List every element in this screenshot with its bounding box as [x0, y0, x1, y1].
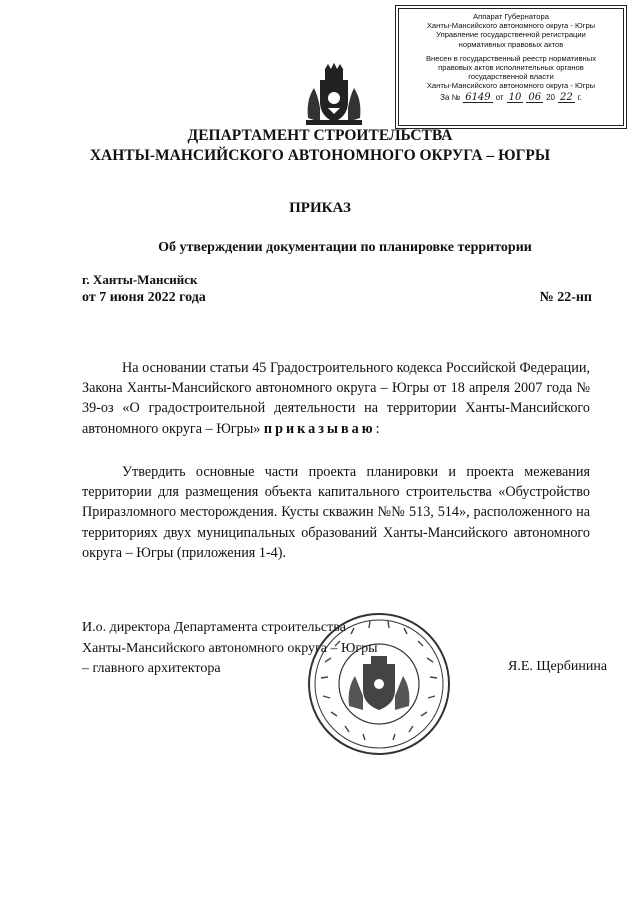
reg-year-end: г.	[577, 92, 582, 102]
reg-from: от	[495, 92, 504, 102]
order-word: приказываю	[263, 420, 376, 437]
document-date: от 7 июня 2022 года	[82, 290, 206, 305]
department-title-line1: ДЕПАРТАМЕНТ СТРОИТЕЛЬСТВА	[187, 127, 453, 144]
stamp-line: нормативных правовых актов	[458, 39, 564, 49]
department-title-line2: ХАНТЫ-МАНСИЙСКОГО АВТОНОМНОГО ОКРУГА – ЮГРЫ	[89, 147, 551, 164]
signatory-title-line3: – главного архитектора	[82, 661, 221, 676]
preamble-text: На основании статьи 45 Градостроительного кодекса Российской Федерации, Закона Ханты-Мансийского автономного округа – Югры от 18 апреля 2007 года № 39-оз «О градостроительной деятельности на территории Ханты-Мансийского автономного округа – Югры»	[82, 360, 590, 437]
coat-of-arms-emblem	[300, 62, 368, 130]
reg-number: 6149	[465, 91, 491, 103]
stamp-line: государственной власти	[468, 72, 554, 82]
stamp-line: Ханты-Мансийского автономного округа - Югры	[426, 21, 596, 31]
registration-stamp	[398, 8, 624, 126]
order-paragraph: Утвердить основные части проекта планировки и проекта межевания территории для размещения объекта капитального строительства «Обустройство Приразломного месторождения. Кусты скважин №№ 513, 514», расположенного на территориях двух муниципальных образований Ханты-Мансийского автономного округа – Югры (приложения 1-4).	[82, 464, 590, 561]
official-seal	[305, 610, 453, 758]
reg-year: 22	[559, 91, 573, 103]
stamp-line: Управление государственной регистрации	[436, 30, 586, 40]
stamp-line: Внесен в государственный реестр нормативных	[425, 53, 597, 63]
reg-day: 10	[508, 91, 522, 103]
city: г. Ханты-Мансийск	[82, 272, 198, 287]
signatory-title-line1: И.о. директора Департамента строительства	[82, 620, 346, 635]
reg-year-prefix: 20	[546, 92, 555, 102]
stamp-line: правовых актов исполнительных органов	[438, 63, 584, 73]
stamp-line: Аппарат Губернатора	[473, 12, 549, 21]
reg-month: 06	[528, 91, 542, 103]
registration-number-line	[399, 93, 623, 103]
document-subject: Об утверждении документации по планировке территории	[158, 240, 532, 255]
preamble-paragraph	[82, 358, 590, 439]
order-colon: :	[375, 420, 380, 437]
document-type: ПРИКАЗ	[289, 200, 351, 216]
reg-prefix: За №	[440, 92, 461, 102]
document-number: № 22-нп	[539, 290, 592, 305]
stamp-line: Ханты-Мансийского автономного округа - Югры	[426, 81, 596, 91]
signatory-title-line2: Ханты-Мансийского автономного округа – Югры	[82, 640, 378, 656]
signatory-name: Я.Е. Щербинина	[508, 659, 608, 674]
